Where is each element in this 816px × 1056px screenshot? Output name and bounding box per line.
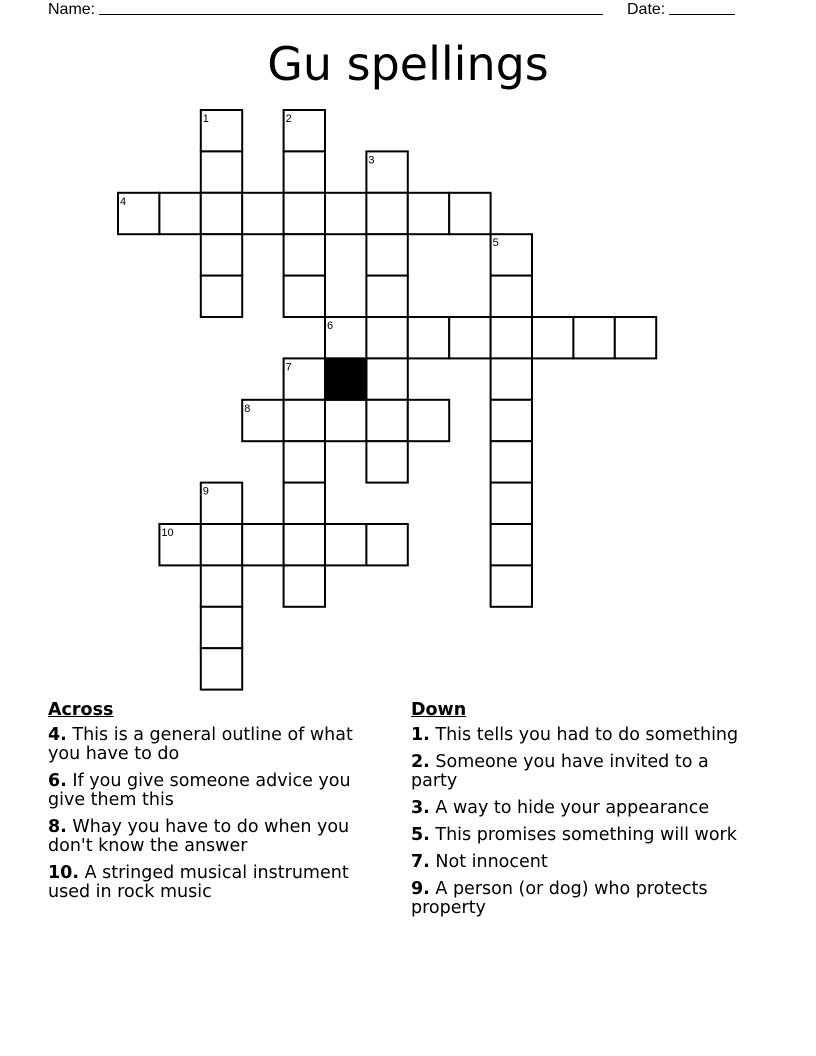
grid-cell[interactable] xyxy=(242,193,283,234)
clue-number-label: 4 xyxy=(120,195,127,208)
down-clues xyxy=(411,700,756,926)
clue-down-2 xyxy=(411,753,756,791)
clue-number-label: 1 xyxy=(202,113,209,125)
grid-cell[interactable] xyxy=(284,151,325,192)
grid-cell[interactable] xyxy=(366,524,407,565)
clue-text: Someone you have invited to a party xyxy=(411,752,709,791)
clue-text: This promises something will work xyxy=(435,825,737,845)
clue-text: If you give someone advice you give them this xyxy=(48,771,351,810)
grid-cell[interactable] xyxy=(491,317,532,358)
clue-across-10 xyxy=(48,864,378,902)
grid-cell[interactable] xyxy=(284,441,325,482)
date-label: Date: xyxy=(627,1,666,18)
grid-cell[interactable] xyxy=(284,400,325,441)
clue-number: 4. xyxy=(48,725,67,745)
clue-across-6 xyxy=(48,772,378,810)
grid-cell[interactable] xyxy=(325,524,366,565)
clue-text: A way to hide your appearance xyxy=(435,798,710,818)
clue-text: This tells you had to do something xyxy=(435,725,739,745)
clue-down-1 xyxy=(411,726,756,745)
grid-cell[interactable] xyxy=(366,400,407,441)
grid-cell[interactable] xyxy=(408,193,449,234)
grid-cell[interactable] xyxy=(491,441,532,482)
page-title: Gu spellings xyxy=(267,37,549,91)
clue-number: 7. xyxy=(411,852,430,872)
grid-cell[interactable] xyxy=(242,524,283,565)
grid-cell[interactable] xyxy=(366,234,407,275)
clue-down-7 xyxy=(411,853,756,872)
clue-text: Whay you have to do when you don't know the answer xyxy=(48,817,350,856)
grid-cell[interactable] xyxy=(366,193,407,234)
clue-text: This is a general outline of what you have to do xyxy=(48,725,353,764)
clue-number-label: 2 xyxy=(285,113,292,125)
clue-number: 8. xyxy=(48,817,67,837)
clue-across-8 xyxy=(48,818,378,856)
clue-number: 10. xyxy=(48,863,80,883)
across-heading: Across xyxy=(48,700,114,720)
grid-cell[interactable] xyxy=(449,193,490,234)
grid-cell[interactable] xyxy=(491,276,532,317)
clue-number: 5. xyxy=(411,825,430,845)
grid-cell[interactable] xyxy=(201,276,242,317)
clue-number-label: 9 xyxy=(202,485,209,498)
clue-number-label: 3 xyxy=(368,154,375,167)
grid-cell[interactable] xyxy=(201,151,242,192)
grid-cell[interactable] xyxy=(366,358,407,399)
name-label: Name: xyxy=(48,1,96,18)
across-clues xyxy=(48,700,378,910)
clue-down-5 xyxy=(411,826,756,845)
clue-text: A person (or dog) who protects property xyxy=(411,879,708,918)
grid-cell[interactable] xyxy=(201,524,242,565)
grid-cell[interactable] xyxy=(491,524,532,565)
grid-cell[interactable] xyxy=(284,193,325,234)
black-cell xyxy=(325,358,366,399)
grid-cell[interactable] xyxy=(284,234,325,275)
grid-cell[interactable] xyxy=(615,317,656,358)
clue-number-label: 10 xyxy=(161,527,174,539)
grid-cell[interactable] xyxy=(491,400,532,441)
grid-cell[interactable] xyxy=(284,565,325,606)
clue-text: Not innocent xyxy=(435,852,548,872)
grid-cell[interactable] xyxy=(284,276,325,317)
clue-number-label: 5 xyxy=(492,237,499,250)
grid-cell[interactable] xyxy=(201,565,242,606)
grid-cell[interactable] xyxy=(366,276,407,317)
grid-cell[interactable] xyxy=(449,317,490,358)
grid-cell[interactable] xyxy=(201,234,242,275)
grid-cell[interactable] xyxy=(159,193,200,234)
grid-cell[interactable] xyxy=(408,400,449,441)
clue-number-label: 8 xyxy=(244,402,251,415)
grid-cell[interactable] xyxy=(573,317,614,358)
grid-cell[interactable] xyxy=(532,317,573,358)
clue-number: 9. xyxy=(411,879,430,899)
grid-cell[interactable] xyxy=(201,193,242,234)
clue-down-9 xyxy=(411,880,756,918)
grid-cell[interactable] xyxy=(366,441,407,482)
grid-cell[interactable] xyxy=(491,483,532,524)
grid-cell[interactable] xyxy=(201,648,242,689)
grid-cell[interactable] xyxy=(366,317,407,358)
grid-cell[interactable] xyxy=(284,483,325,524)
grid-cell[interactable] xyxy=(491,565,532,606)
grid-cell[interactable] xyxy=(325,193,366,234)
grid-cell[interactable] xyxy=(201,607,242,648)
clue-across-4 xyxy=(48,726,378,764)
clue-number: 1. xyxy=(411,725,430,745)
down-heading: Down xyxy=(411,700,467,720)
grid-cell[interactable] xyxy=(491,358,532,399)
clue-number-label: 7 xyxy=(285,361,292,374)
clue-down-3 xyxy=(411,799,756,818)
grid-cell[interactable] xyxy=(408,317,449,358)
clue-text: A stringed musical instrument used in rock music xyxy=(48,863,349,902)
grid-cell[interactable] xyxy=(325,400,366,441)
grid-cell[interactable] xyxy=(284,524,325,565)
clue-number: 3. xyxy=(411,798,430,818)
clue-number-label: 6 xyxy=(327,320,334,332)
clue-number: 6. xyxy=(48,771,67,791)
clue-number: 2. xyxy=(411,752,430,772)
